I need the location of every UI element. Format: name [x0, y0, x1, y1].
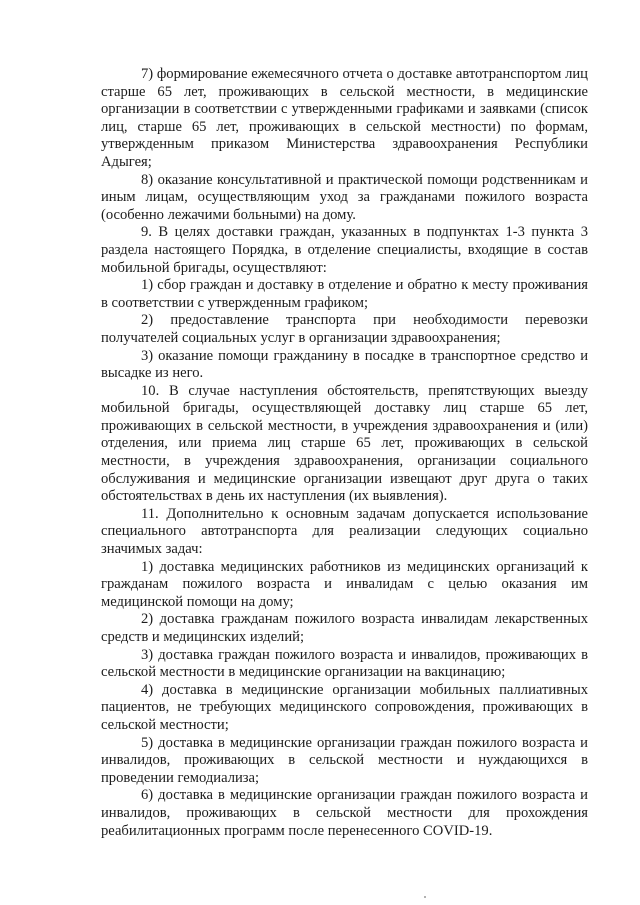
- paragraph-section-9: 9. В целях доставки граждан, указанных в подпунктах 1-3 пункта 3 раздела настоящего Порядка, в отделение специалисты, входящие в состав мобильной бригады, осуществляют:: [101, 224, 588, 276]
- paragraph-section-10: 10. В случае наступления обстоятельств, препятствующих выезду мобильной бригады, осуществляющей доставку лиц старше 65 лет, проживающих в сельской местности, в учреждения здравоохранения и (или) отделения, или приема лиц старше 65 лет, проживающих в сельской местности, в учреждения здравоохранения, организации социального обслуживания и медицинские организации извещают друг друга о таких обстоятельствах в день их наступления (их выявления).: [101, 382, 588, 505]
- paragraph-subitem-9-3: 3) оказание помощи гражданину в посадке в транспортное средство и высадке из него.: [101, 347, 588, 382]
- document-page: [101, 66, 588, 840]
- paragraph-item-8: 8) оказание консультативной и практической помощи родственникам и иным лицам, осуществляющим уход за гражданами пожилого возраста (особенно лежачими больными) на дому.: [101, 171, 588, 223]
- paragraph-subitem-11-5: 5) доставка в медицинские организации граждан пожилого возраста и инвалидов, проживающих в сельской местности и нуждающихся в проведении гемодиализа;: [101, 734, 588, 786]
- paragraph-subitem-9-2: 2) предоставление транспорта при необходимости перевозки получателей социальных услуг в организации здравоохранения;: [101, 312, 588, 346]
- paragraph-section-11: 11. Дополнительно к основным задачам допускается использование специального автотранспорта для реализации следующих социально значимых задач:: [101, 505, 588, 558]
- paragraph-subitem-11-4: 4) доставка в медицинские организации мобильных паллиативных пациентов, не требующих медицинского сопровождения, проживающих в сельской местности;: [101, 681, 588, 733]
- paragraph-subitem-9-1: 1) сбор граждан и доставку в отделение и обратно к месту проживания в соответствии с утвержденным графиком;: [101, 277, 588, 311]
- scan-speck: [424, 896, 426, 898]
- paragraph-subitem-11-2: 2) доставка гражданам пожилого возраста инвалидам лекарственных средств и медицинских изделий;: [101, 611, 588, 645]
- paragraph-item-7: 7) формирование ежемесячного отчета о доставке автотранспортом лиц старше 65 лет, проживающих в сельской местности, в медицинские организации в соответствии с утвержденными графиками и заявками (список лиц, старше 65 лет, проживающих в сельской местности) по формам, утвержденным приказом Министерства здравоохранения Республики Адыгея;: [101, 66, 588, 170]
- paragraph-subitem-11-6: 6) доставка в медицинские организации граждан пожилого возраста и инвалидов, проживающих в сельской местности для прохождения реабилитационных программ после перенесенного COVID-19.: [101, 787, 588, 839]
- paragraph-subitem-11-1: 1) доставка медицинских работников из медицинских организаций к гражданам пожилого возраста и инвалидам с целью оказания им медицинской помощи на дому;: [101, 558, 588, 610]
- paragraph-subitem-11-3: 3) доставка граждан пожилого возраста и инвалидов, проживающих в сельской местности в медицинские организации на вакцинацию;: [101, 646, 588, 681]
